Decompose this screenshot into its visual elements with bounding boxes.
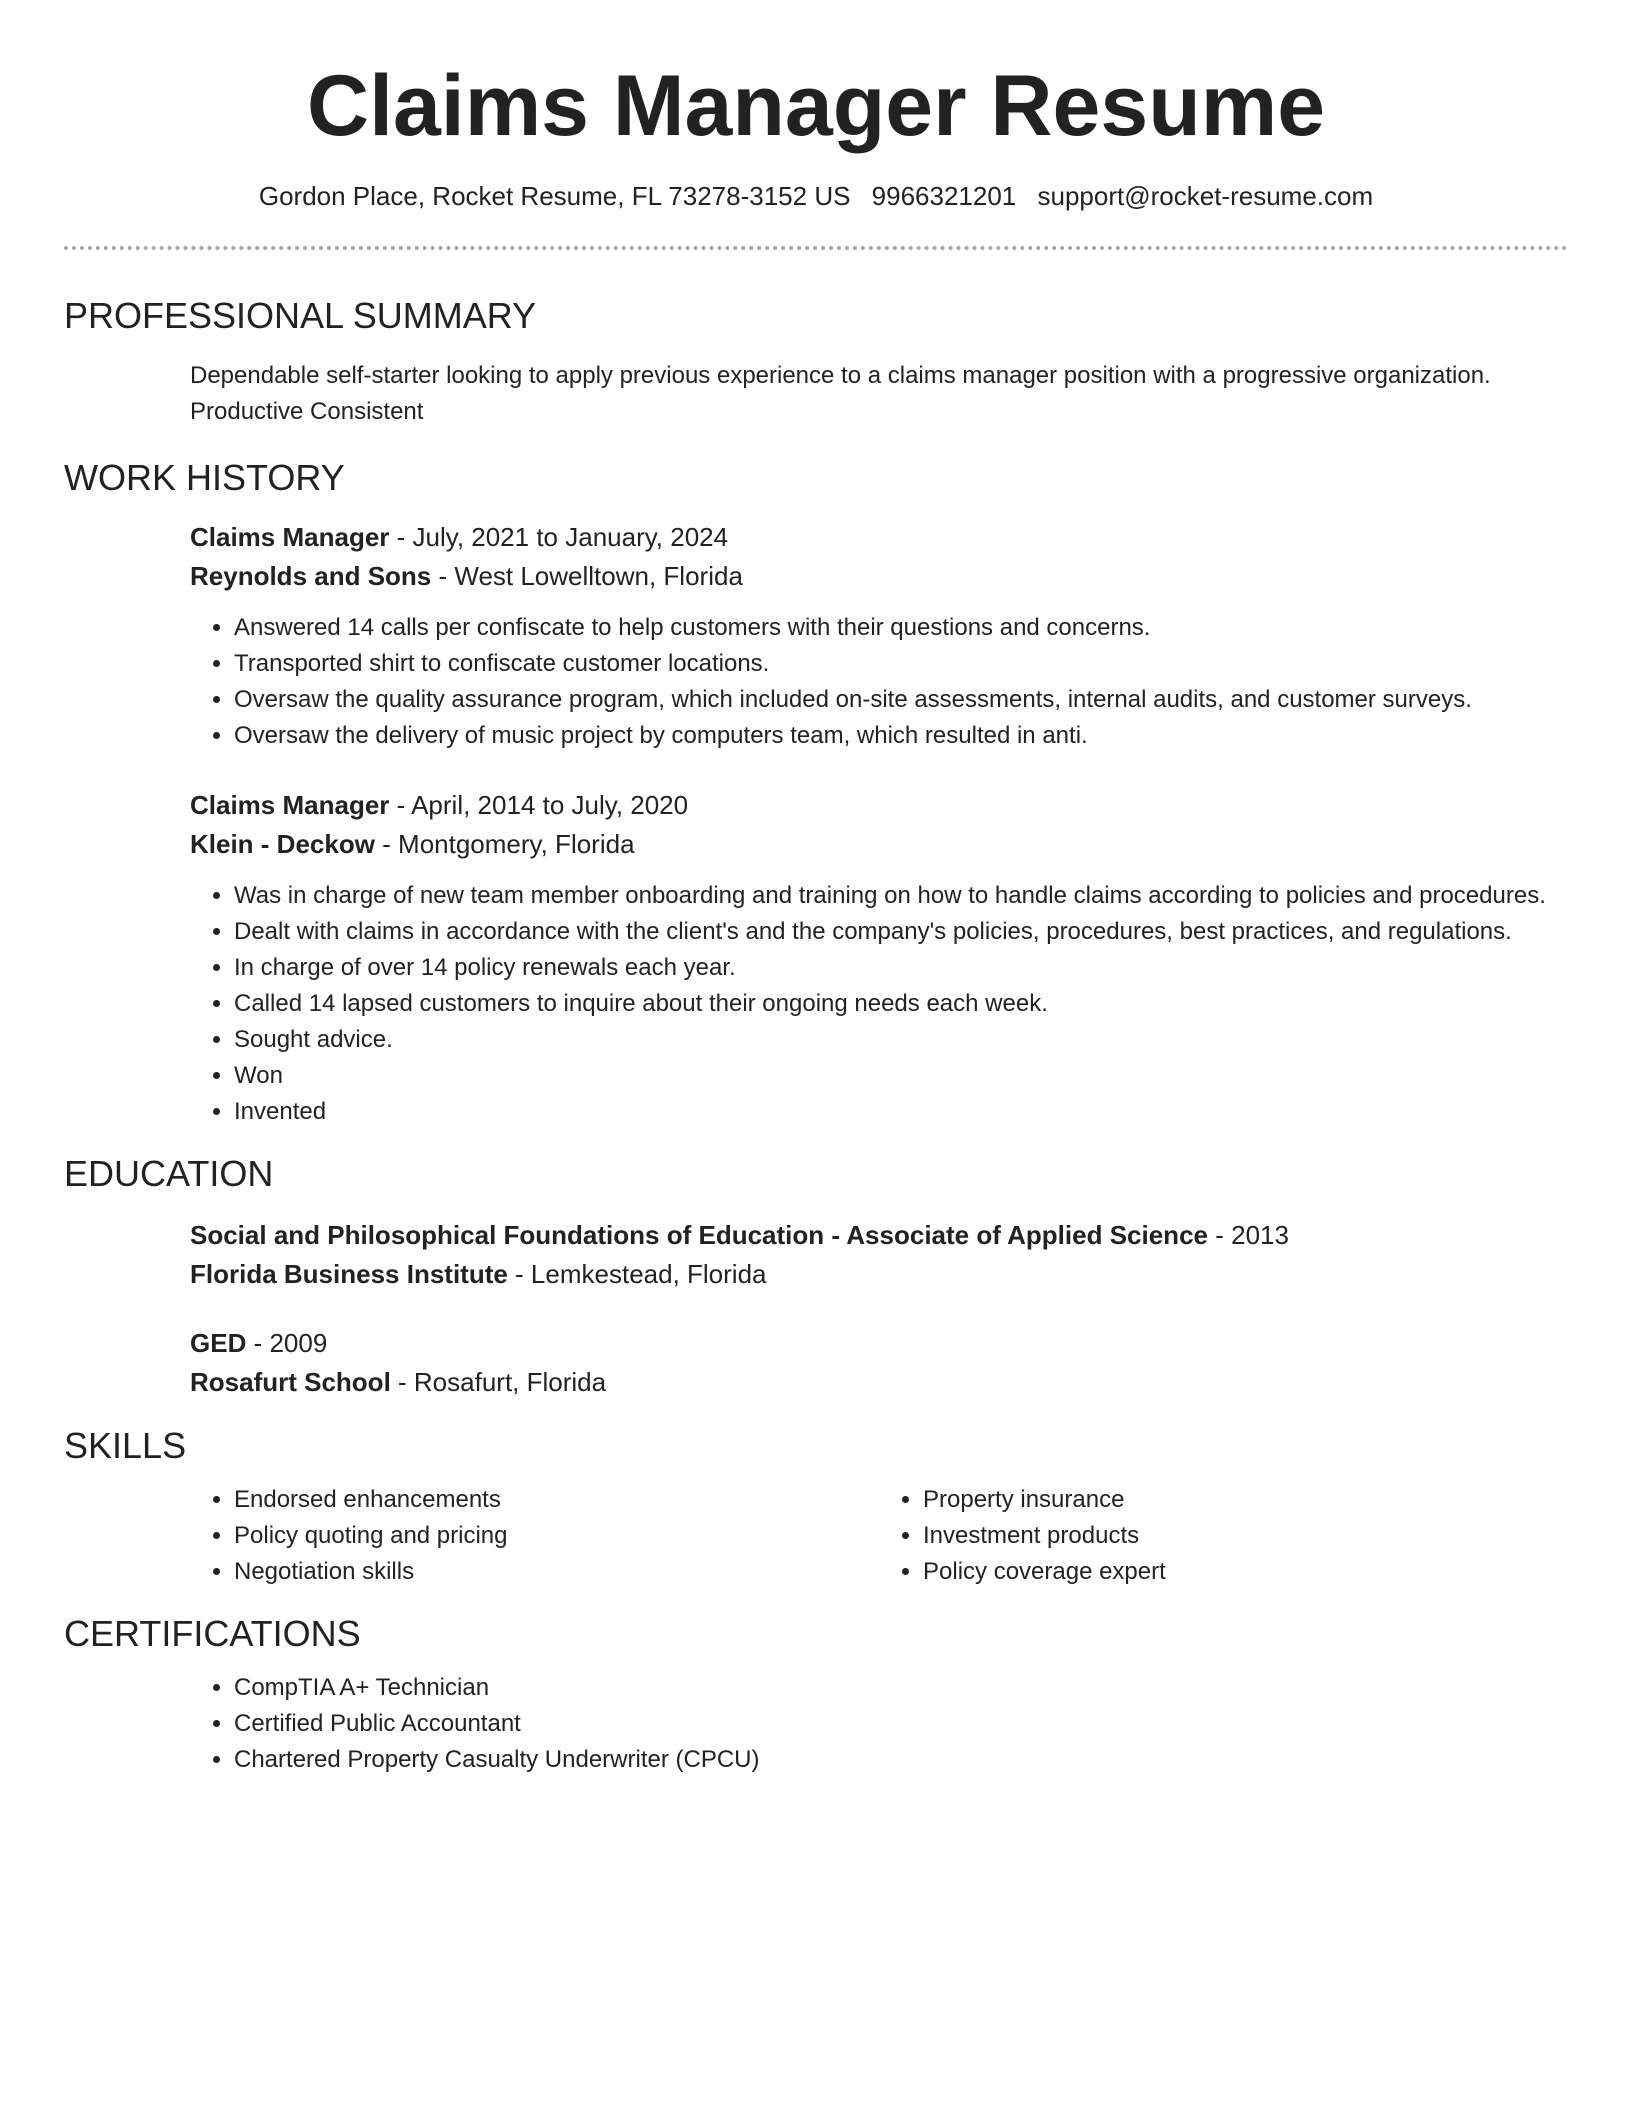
job-title: Claims Manager bbox=[190, 522, 390, 552]
education-degree: GED bbox=[190, 1328, 247, 1358]
education-degree: Social and Philosophical Foundations of Education - Associate of Applied Science bbox=[190, 1220, 1208, 1250]
skill-item: • Investment products bbox=[923, 1518, 1568, 1554]
phone: 9966321201 bbox=[871, 181, 1017, 211]
job-bullet: • Won bbox=[234, 1058, 1568, 1094]
skill-item: • Policy quoting and pricing bbox=[234, 1518, 879, 1554]
job-company: Klein - Deckow bbox=[190, 829, 375, 859]
certification-item: • Chartered Property Casualty Underwriter (CPCU) bbox=[234, 1742, 1568, 1778]
certification-item: • Certified Public Accountant bbox=[234, 1706, 1568, 1742]
section-heading-summary: PROFESSIONAL SUMMARY bbox=[64, 295, 537, 336]
education-school: Rosafurt School bbox=[190, 1367, 391, 1397]
job-bullet: • In charge of over 14 policy renewals each year. bbox=[234, 950, 1568, 986]
email: support@rocket-resume.com bbox=[1037, 181, 1374, 211]
education-year: - 2013 bbox=[1208, 1220, 1289, 1250]
job-company-line bbox=[190, 557, 1568, 596]
job-bullet: • Called 14 lapsed customers to inquire about their ongoing needs each week. bbox=[234, 986, 1568, 1022]
section-heading-certifications: CERTIFICATIONS bbox=[64, 1613, 361, 1654]
education-degree-line bbox=[190, 1324, 1568, 1363]
job-bullet: • Was in charge of new team member onboarding and training on how to handle claims according to policies and procedures. bbox=[234, 878, 1568, 914]
job-bullet: • Oversaw the quality assurance program, which included on-site assessments, internal audits, and customer surveys. bbox=[234, 682, 1568, 718]
section-heading-education: EDUCATION bbox=[64, 1153, 274, 1194]
skill-item: • Policy coverage expert bbox=[923, 1554, 1568, 1590]
job-title-line bbox=[190, 786, 1568, 825]
job-dates: - April, 2014 to July, 2020 bbox=[389, 790, 689, 820]
skill-item: • Property insurance bbox=[923, 1482, 1568, 1518]
job-bullet: • Dealt with claims in accordance with the client's and the company's policies, procedures, best practices, and regulations. bbox=[234, 914, 1568, 950]
education-entry bbox=[64, 1324, 1568, 1402]
job-bullet: • Oversaw the delivery of music project by computers team, which resulted in anti. bbox=[234, 718, 1568, 754]
resume-title: Claims Manager Resume bbox=[306, 58, 1326, 154]
job-title-line bbox=[190, 518, 1568, 557]
skills-columns bbox=[64, 1482, 1568, 1590]
job-entry bbox=[64, 518, 1568, 754]
certification-item: • CompTIA A+ Technician bbox=[234, 1670, 1568, 1706]
education-location: - Rosafurt, Florida bbox=[390, 1367, 607, 1397]
job-dates: - July, 2021 to January, 2024 bbox=[389, 522, 729, 552]
certifications-list bbox=[190, 1670, 1568, 1778]
education-location: - Lemkestead, Florida bbox=[507, 1259, 767, 1289]
job-location: - Montgomery, Florida bbox=[374, 829, 635, 859]
education-school-line bbox=[190, 1363, 1568, 1402]
skill-item: • Endorsed enhancements bbox=[234, 1482, 879, 1518]
job-bullet: • Sought advice. bbox=[234, 1022, 1568, 1058]
contact-line bbox=[64, 178, 1568, 214]
section-heading-work-history: WORK HISTORY bbox=[64, 457, 345, 498]
education-degree-line bbox=[190, 1216, 1568, 1255]
job-company-line bbox=[190, 825, 1568, 864]
job-entry bbox=[64, 786, 1568, 1130]
job-bullets bbox=[190, 878, 1568, 1130]
summary-text: Dependable self-starter looking to apply previous experience to a claims manager position with a progressive organization. Productive Consistent bbox=[190, 362, 1491, 425]
skills-list-left bbox=[190, 1482, 879, 1590]
education-year: - 2009 bbox=[246, 1328, 328, 1358]
job-title: Claims Manager bbox=[190, 790, 390, 820]
job-company: Reynolds and Sons bbox=[190, 561, 432, 591]
job-bullet: • Transported shirt to confiscate customer locations. bbox=[234, 646, 1568, 682]
skill-item: • Negotiation skills bbox=[234, 1554, 879, 1590]
job-bullet: • Answered 14 calls per confiscate to help customers with their questions and concerns. bbox=[234, 610, 1568, 646]
section-heading-skills: SKILLS bbox=[64, 1425, 187, 1466]
education-entry bbox=[64, 1216, 1568, 1294]
job-bullet: • Invented bbox=[234, 1094, 1568, 1130]
education-school-line bbox=[190, 1255, 1568, 1294]
job-location: - West Lowelltown, Florida bbox=[431, 561, 743, 591]
skills-list-right bbox=[879, 1482, 1568, 1590]
job-bullets bbox=[190, 610, 1568, 754]
address: Gordon Place, Rocket Resume, FL 73278-3152 US bbox=[258, 181, 851, 211]
education-school: Florida Business Institute bbox=[190, 1259, 508, 1289]
certifications-block bbox=[64, 1670, 1568, 1778]
header-divider bbox=[64, 246, 1568, 250]
